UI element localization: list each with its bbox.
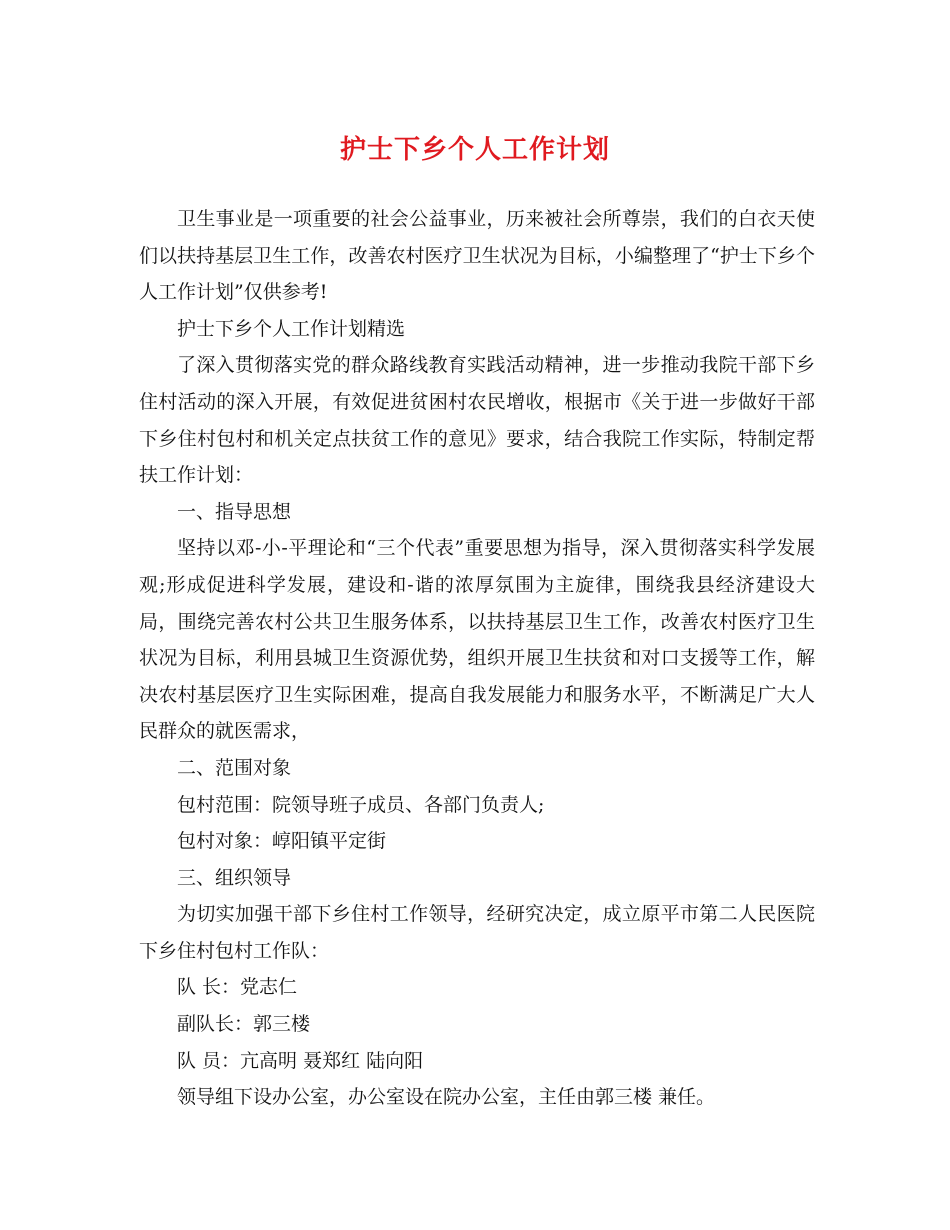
paragraph-intro: 卫生事业是一项重要的社会公益事业，历来被社会所尊崇，我们的白衣天使们以扶持基层卫生工作，改善农村医疗卫生状况为目标，小编整理了“护士下乡个人工作计划”仅供参考! xyxy=(139,208,815,304)
paragraph-scope-range: 包村范围：院领导班子成员、各部门负责人; xyxy=(177,793,545,816)
paragraph-subtitle: 护士下乡个人工作计划精选 xyxy=(177,317,406,340)
paragraph-team-members: 队 员：亢高明 聂郑红 陆向阳 xyxy=(177,1049,424,1072)
paragraph-guiding-ideology: 坚持以邓-小-平理论和“三个代表”重要思想为指导，深入贯彻落实科学发展观;形成促进科学发展，建设和-谐的浓厚氛围为主旋律，围绕我县经济建设大局，围绕完善农村公共卫生服务体系，以扶持基层卫生工作，改善农村医疗卫生状况为目标，利用县城卫生资源优势，组织开展卫生扶贫和对口支援等工作，解决农村基层医疗卫生实际困难，提高自我发展能力和服务水平，不断满足广大人民群众的就医需求， xyxy=(139,537,815,743)
document-body xyxy=(139,201,815,1116)
paragraph-deputy-leader: 副队长：郭三楼 xyxy=(177,1013,311,1036)
paragraph-purpose: 了深入贯彻落实党的群众路线教育实践活动精神，进一步推动我院干部下乡住村活动的深入开展，有效促进贫困村农民增收，根据市《关于进一步做好干部下乡住村包村和机关定点扶贫工作的意见》要求，结合我院工作实际，特制定帮扶工作计划： xyxy=(139,354,815,487)
document-title: 护士下乡个人工作计划 xyxy=(339,135,610,165)
paragraph-team-leader: 队 长：党志仁 xyxy=(177,976,298,999)
paragraph-scope-target: 包村对象：崞阳镇平定街 xyxy=(177,830,387,853)
paragraph-leadership: 为切实加强干部下乡住村工作领导，经研究决定，成立原平市第二人民医院下乡住村包村工作队： xyxy=(139,903,815,962)
section-heading-leadership: 三、组织领导 xyxy=(177,866,292,889)
section-heading-scope: 二、范围对象 xyxy=(177,756,292,779)
paragraph-office: 领导组下设办公室，办公室设在院办公室，主任由郭三楼 兼任。 xyxy=(177,1086,716,1109)
section-heading-guiding-ideology: 一、指导思想 xyxy=(177,500,292,523)
